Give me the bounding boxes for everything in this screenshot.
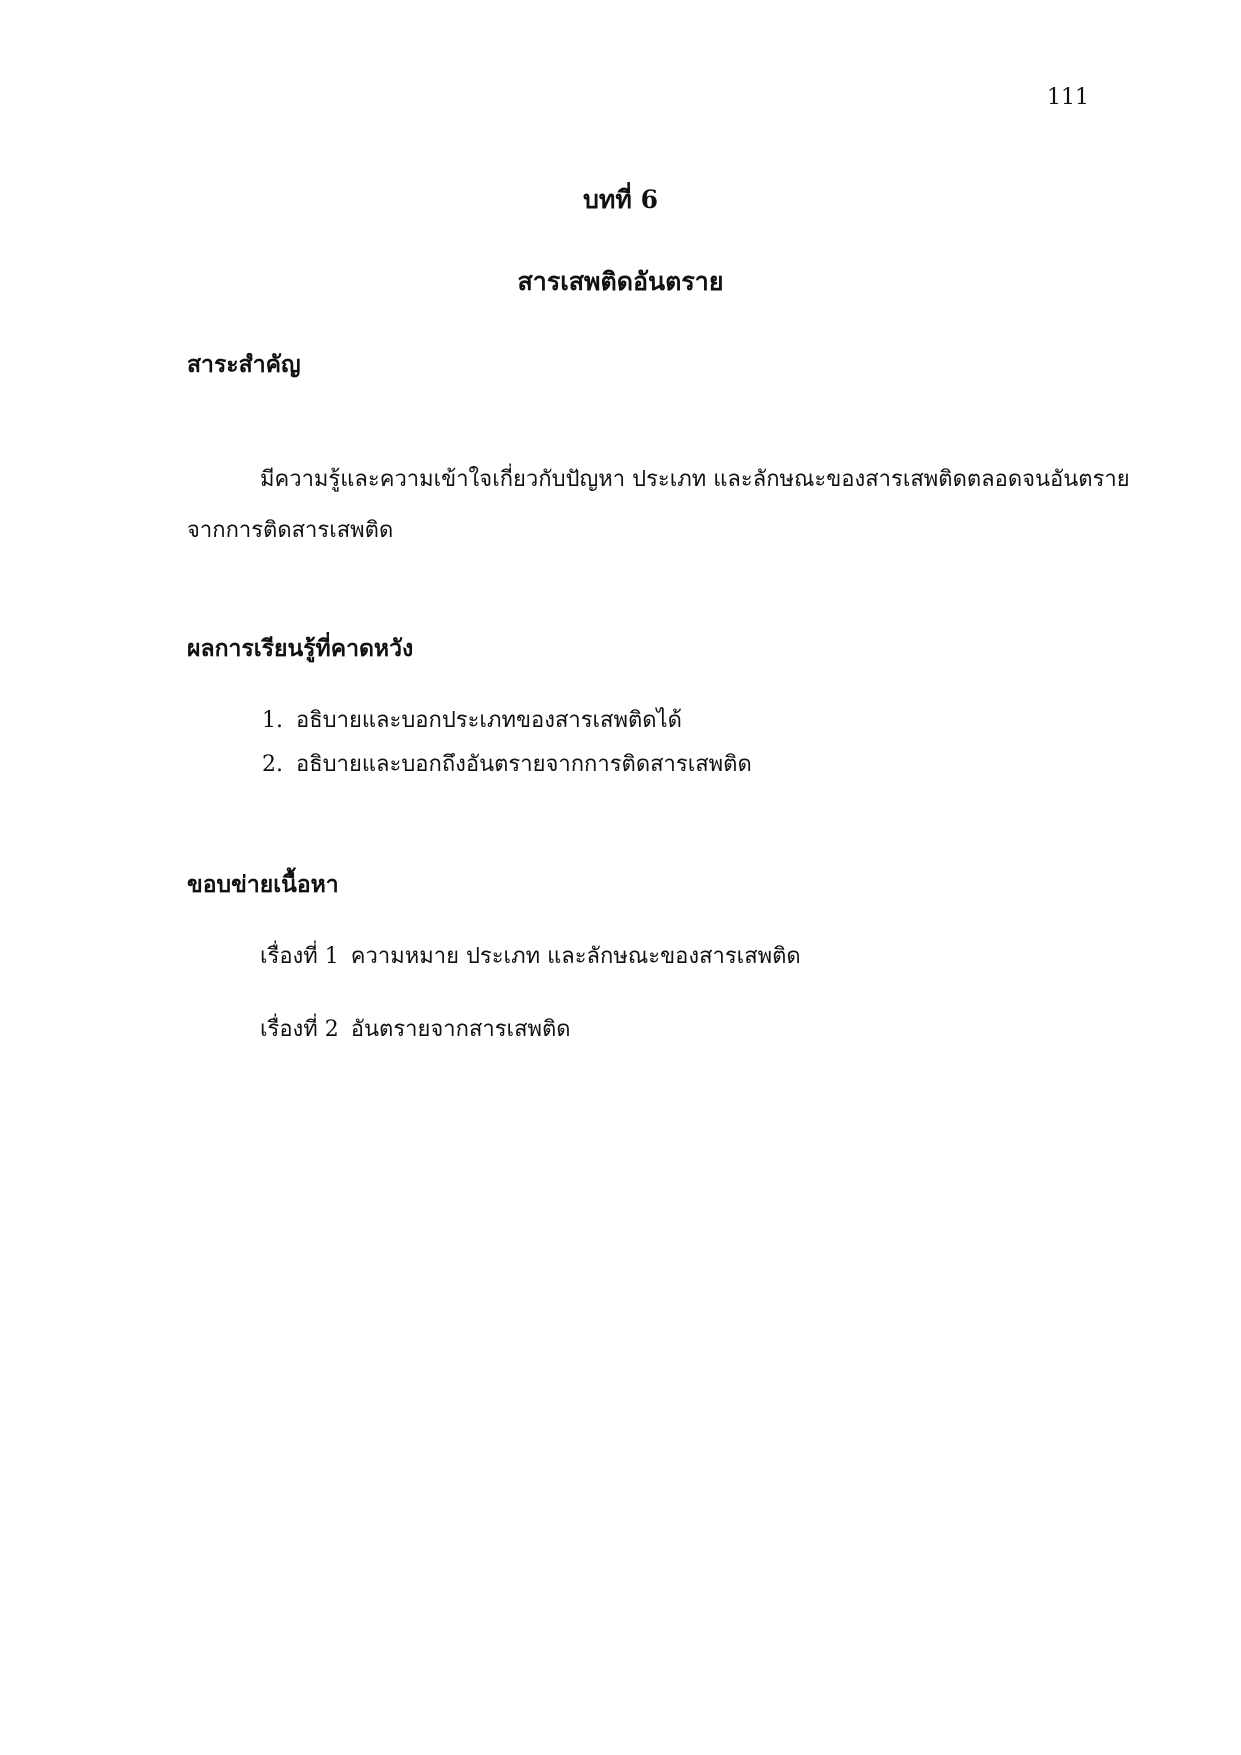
list-item-text: อธิบายและบอกถึงอันตรายจากการติดสารเสพติด xyxy=(296,752,752,777)
essence-paragraph-line-2: จากการติดสารเสพติด xyxy=(187,518,394,543)
list-item xyxy=(262,706,682,736)
topic-label: เรื่องที่ 1 xyxy=(260,944,339,969)
content-scope-heading: ขอบข่ายเนื้อหา xyxy=(187,871,339,898)
chapter-number: บทที่ 6 xyxy=(583,185,658,214)
list-item-number: 2. xyxy=(262,752,283,777)
topic-text: อันตรายจากสารเสพติด xyxy=(350,1017,571,1042)
list-item-text: อธิบายและบอกประเภทของสารเสพติดได้ xyxy=(296,708,682,733)
topic-item xyxy=(260,1015,571,1045)
chapter-title: สารเสพติดอันตราย xyxy=(517,267,724,296)
essence-heading: สาระสำคัญ xyxy=(187,351,301,378)
topic-item xyxy=(260,942,801,972)
learning-outcomes-heading: ผลการเรียนรู้ที่คาดหวัง xyxy=(187,635,414,662)
topic-label: เรื่องที่ 2 xyxy=(260,1017,339,1042)
essence-paragraph-line-1: มีความรู้และความเข้าใจเกี่ยวกับปัญหา ประเภท และลักษณะของสารเสพติดตลอดจนอันตราย xyxy=(260,467,1130,492)
list-item xyxy=(262,750,752,780)
list-item-number: 1. xyxy=(262,708,283,733)
page-number: 111 xyxy=(1047,85,1089,110)
topic-text: ความหมาย ประเภท และลักษณะของสารเสพติด xyxy=(350,944,801,969)
